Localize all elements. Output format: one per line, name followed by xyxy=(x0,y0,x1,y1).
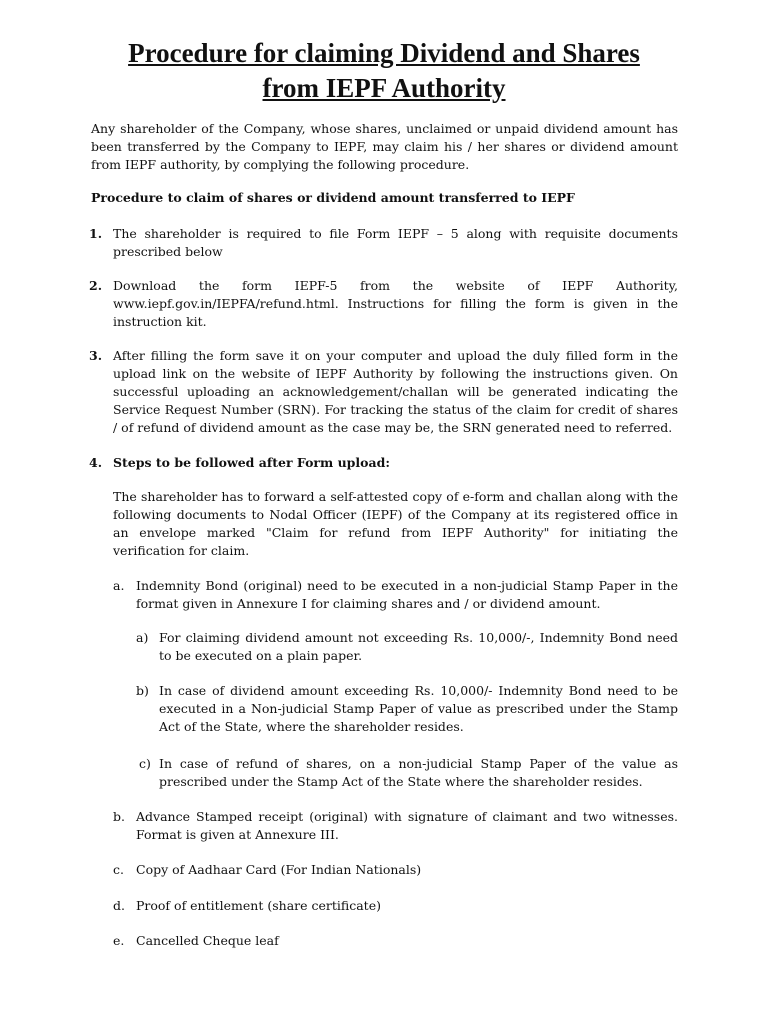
intro-paragraph: Any shareholder of the Company, whose shares, unclaimed or unpaid dividend amount has been transferred by the Company to IEPF, may claim his / her shares or dividend amount from IEPF authority, by complying the following procedure. xyxy=(91,121,678,172)
case-c-marker: c) xyxy=(139,756,151,771)
title-line-2: from IEPF Authority xyxy=(262,73,506,103)
case-a-text: For claiming dividend amount not exceeding Rs. 10,000/-, Indemnity Bond need to be executed on a plain paper. xyxy=(159,630,678,663)
title-line-1: Procedure for claiming Dividend and Shares xyxy=(128,38,640,68)
case-a-marker: a) xyxy=(136,630,149,645)
case-b-text: In case of dividend amount exceeding Rs. 10,000/- Indemnity Bond need to be executed in a Non-judicial Stamp Paper of value as prescribed under the Stamp Act of the State, where the shareholder resides. xyxy=(159,683,678,734)
step-1-text: The shareholder is required to file Form IEPF – 5 along with requisite documents prescribed below xyxy=(113,226,678,259)
step-3-text: After filling the form save it on your computer and upload the duly filled form in the upload link on the website of IEPF Authority by following the instructions given. On successful uploading an acknowledgement/challan will be generated indicating the Service Request Number (SRN). For tracking the status of the claim for credit of shares / of refund of dividend amount as the case may be, the SRN generated need to referred. xyxy=(113,348,678,435)
step-4-text: The shareholder has to forward a self-attested copy of e-form and challan along with the following documents to Nodal Officer (IEPF) of the Company at its registered office in an envelope marked "Claim for refund from IEPF Authority" for initiating the verification for claim. xyxy=(113,489,678,558)
doc-c-marker: c. xyxy=(113,862,124,877)
doc-c-text: Copy of Aadhaar Card (For Indian Nationals) xyxy=(136,862,422,877)
page-title xyxy=(0,36,768,106)
doc-b-text: Advance Stamped receipt (original) with signature of claimant and two witnesses. Format is given at Annexure III. xyxy=(136,809,678,842)
step-1-number: 1. xyxy=(89,226,103,241)
step-2-text: Download the form IEPF-5 from the website of IEPF Authority, www.iepf.gov.in/IEPFA/refund.html. Instructions for filling the form is given in the instruction kit. xyxy=(113,278,678,329)
section-heading: Procedure to claim of shares or dividend amount transferred to IEPF xyxy=(91,190,575,205)
case-b-marker: b) xyxy=(136,683,149,698)
step-4-number: 4. xyxy=(89,455,103,470)
doc-b-marker: b. xyxy=(113,809,125,824)
doc-d-marker: d. xyxy=(113,898,125,913)
step-4-heading: Steps to be followed after Form upload: xyxy=(113,455,390,470)
case-c-text: In case of refund of shares, on a non-judicial Stamp Paper of the value as prescribed under the Stamp Act of the State where the shareholder resides. xyxy=(159,756,678,789)
step-3-number: 3. xyxy=(89,348,103,363)
doc-a-marker: a. xyxy=(113,578,125,593)
doc-d-text: Proof of entitlement (share certificate) xyxy=(136,898,381,913)
doc-a-text: Indemnity Bond (original) need to be executed in a non-judicial Stamp Paper in the format given in Annexure I for claiming shares and / or dividend amount. xyxy=(136,578,678,611)
doc-e-marker: e. xyxy=(113,933,125,948)
step-2-number: 2. xyxy=(89,278,103,293)
doc-e-text: Cancelled Cheque leaf xyxy=(136,933,279,948)
